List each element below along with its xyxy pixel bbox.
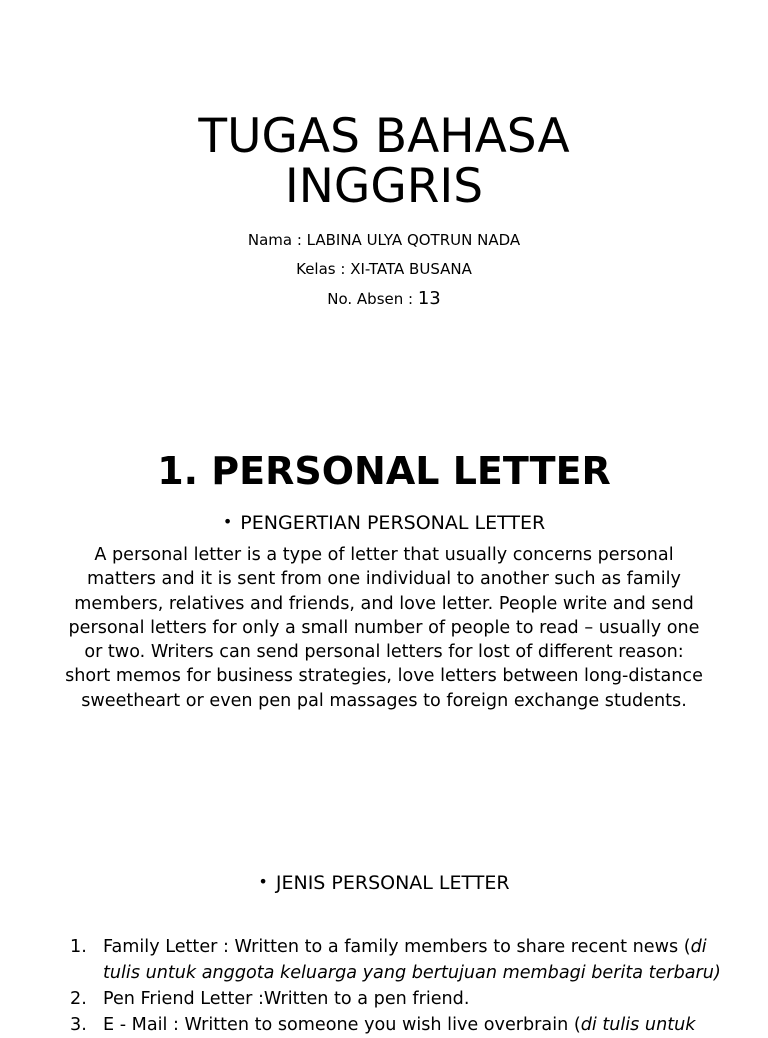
student-name: Nama : LABINA ULYA QOTRUN NADA — [247, 231, 521, 249]
bullet-heading-label: JENIS PERSONAL LETTER — [275, 872, 510, 894]
letter-types-list — [0, 934, 768, 1038]
list-item-text: Family Letter : Written to a family members to share recent news ( — [103, 937, 691, 957]
absen-label: No. Absen : — [327, 290, 418, 308]
paragraph-line: A personal letter is a type of letter that usually concerns personal — [94, 545, 674, 565]
title-line-1: TUGAS BAHASA — [198, 109, 570, 164]
bullet-icon: • — [258, 872, 268, 891]
list-item — [0, 986, 753, 1012]
list-item — [0, 934, 753, 986]
list-item-text: E - Mail : Written to someone you wish live overbrain ( — [103, 1015, 581, 1035]
paragraph-line: members, relatives and friends, and love letter. People write and send — [74, 593, 694, 614]
document-title — [0, 109, 768, 214]
list-marker: 2. — [70, 989, 87, 1009]
bullet-heading-jenis — [0, 871, 768, 896]
paragraph-line: matters and it is sent from one individual to another such as family — [87, 569, 681, 590]
paragraph-line: personal letters for only a small number of people to read – usually one — [68, 617, 700, 638]
list-item-italic-text: di — [690, 937, 707, 957]
list-marker: 3. — [70, 1015, 87, 1035]
student-absen — [0, 290, 768, 308]
list-item-text: Pen Friend Letter :Written to a pen friend. — [103, 989, 470, 1009]
list-item — [0, 1012, 753, 1038]
list-marker: 1. — [70, 937, 87, 957]
bullet-heading-label: PENGERTIAN PERSONAL LETTER — [240, 512, 546, 534]
student-class: Kelas : XI-TATA BUSANA — [296, 260, 472, 278]
list-item-italic-text: di tulis untuk — [580, 1015, 696, 1035]
paragraph-line: or two. Writers can send personal letters for lost of different reason: — [84, 642, 684, 663]
bullet-icon: • — [222, 512, 233, 531]
definition-paragraph — [52, 543, 716, 713]
title-line-2: INGGRIS — [284, 159, 484, 214]
section-heading: 1. PERSONAL LETTER — [157, 449, 611, 493]
list-item-italic-text: tulis untuk anggota keluarga yang bertujuan membagi berita terbaru) — [103, 963, 721, 983]
absen-value: 13 — [417, 288, 441, 309]
bullet-heading-pengertian — [0, 511, 768, 536]
paragraph-line: sweetheart or even pen pal massages to foreign exchange students. — [81, 690, 687, 711]
paragraph-line: short memos for business strategies, love letters between long-distance — [65, 666, 703, 687]
